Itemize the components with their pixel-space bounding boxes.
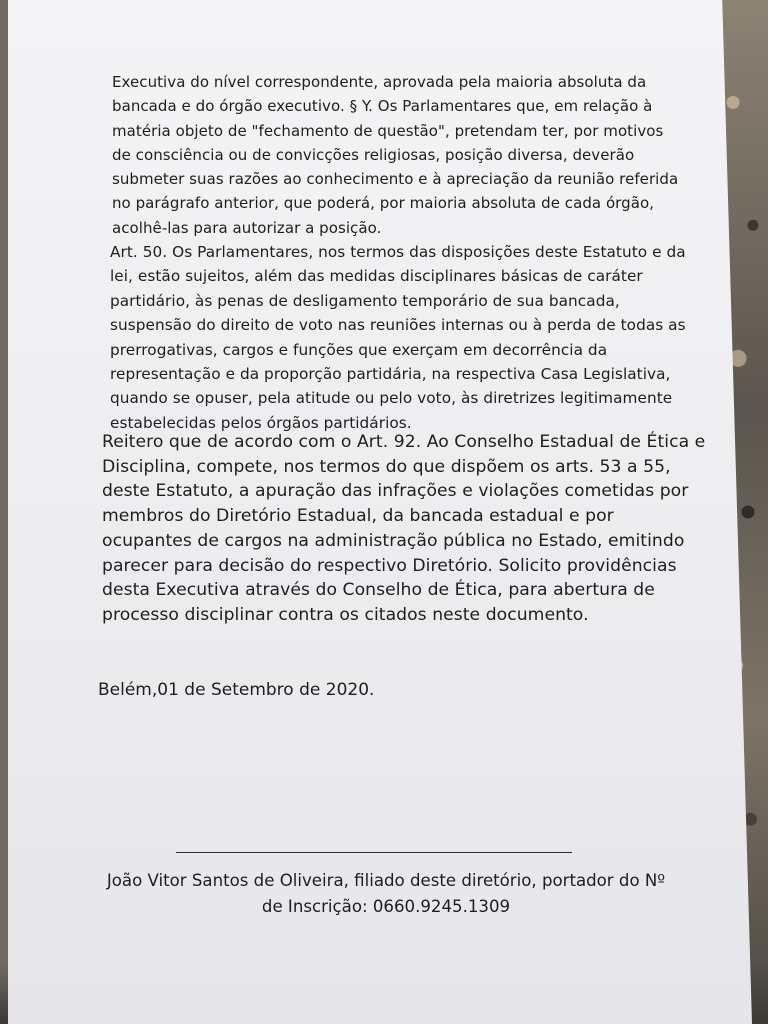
signer-block xyxy=(96,868,676,920)
text-line: submeter suas razões ao conhecimento e à apreciação da reunião referida xyxy=(112,170,679,189)
text-line: desta Executiva através do Conselho de Ética, para abertura de xyxy=(102,580,655,601)
text-line: acolhê-las para autorizar a posição. xyxy=(112,218,382,237)
text-line: de consciência ou de convicções religiosas, posição diversa, deverão xyxy=(112,145,635,164)
signer-line: João Vitor Santos de Oliveira, filiado deste diretório, portador do Nº xyxy=(106,871,666,890)
text-line: Reitero que de acordo com o Art. 92. Ao Conselho Estadual de Ética e xyxy=(102,432,706,452)
text-line: representação e da proporção partidária, na respectiva Casa Legislativa, xyxy=(110,365,671,384)
text-line: prerrogativas, cargos e funções que exerçam em decorrência da xyxy=(110,340,608,359)
text-line: deste Estatuto, a apuração das infrações e violações cometidas por xyxy=(102,481,689,502)
text-line: lei, estão sujeitos, além das medidas disciplinares básicas de caráter xyxy=(110,267,643,286)
text-line: processo disciplinar contra os citados neste documento. xyxy=(102,604,589,625)
text-line: Executiva do nível correspondente, aprovada pela maioria absoluta da xyxy=(112,73,647,91)
paragraph-request xyxy=(102,430,705,628)
text-line: suspensão do direito de voto nas reuniões internas ou à perda de todas as xyxy=(110,316,686,335)
text-line: ocupantes de cargos na administração pública no Estado, emitindo xyxy=(102,530,685,551)
paragraph-continuation xyxy=(112,70,678,240)
text-line: parecer para decisão do respectivo Diretório. Solicito providências xyxy=(102,555,677,576)
text-line: estabelecidas pelos órgãos partidários. xyxy=(110,413,412,432)
text-line: Art. 50. Os Parlamentares, nos termos das disposições deste Estatuto e da xyxy=(110,243,686,261)
text-line: quando se opuser, pela atitude ou pelo voto, às diretrizes legitimamente xyxy=(110,389,673,408)
text-line: partidário, às penas de desligamento temporário de sua bancada, xyxy=(110,291,620,310)
signer-line: de Inscrição: 0660.9245.1309 xyxy=(261,897,511,916)
text-line: Disciplina, compete, nos termos do que dispõem os arts. 53 a 55, xyxy=(102,456,671,477)
text-line: matéria objeto de "fechamento de questão", pretendam ter, por motivos xyxy=(112,121,664,140)
paragraph-art-50 xyxy=(110,240,686,435)
signature-line xyxy=(176,852,572,853)
date-line: Belém,01 de Setembro de 2020. xyxy=(98,680,375,700)
text-line: no parágrafo anterior, que poderá, por maioria absoluta de cada órgão, xyxy=(112,194,654,213)
text-line: membros do Diretório Estadual, da bancada estadual e por xyxy=(102,506,614,527)
text-line: bancada e do órgão executivo. § Y. Os Parlamentares que, em relação à xyxy=(112,97,653,116)
